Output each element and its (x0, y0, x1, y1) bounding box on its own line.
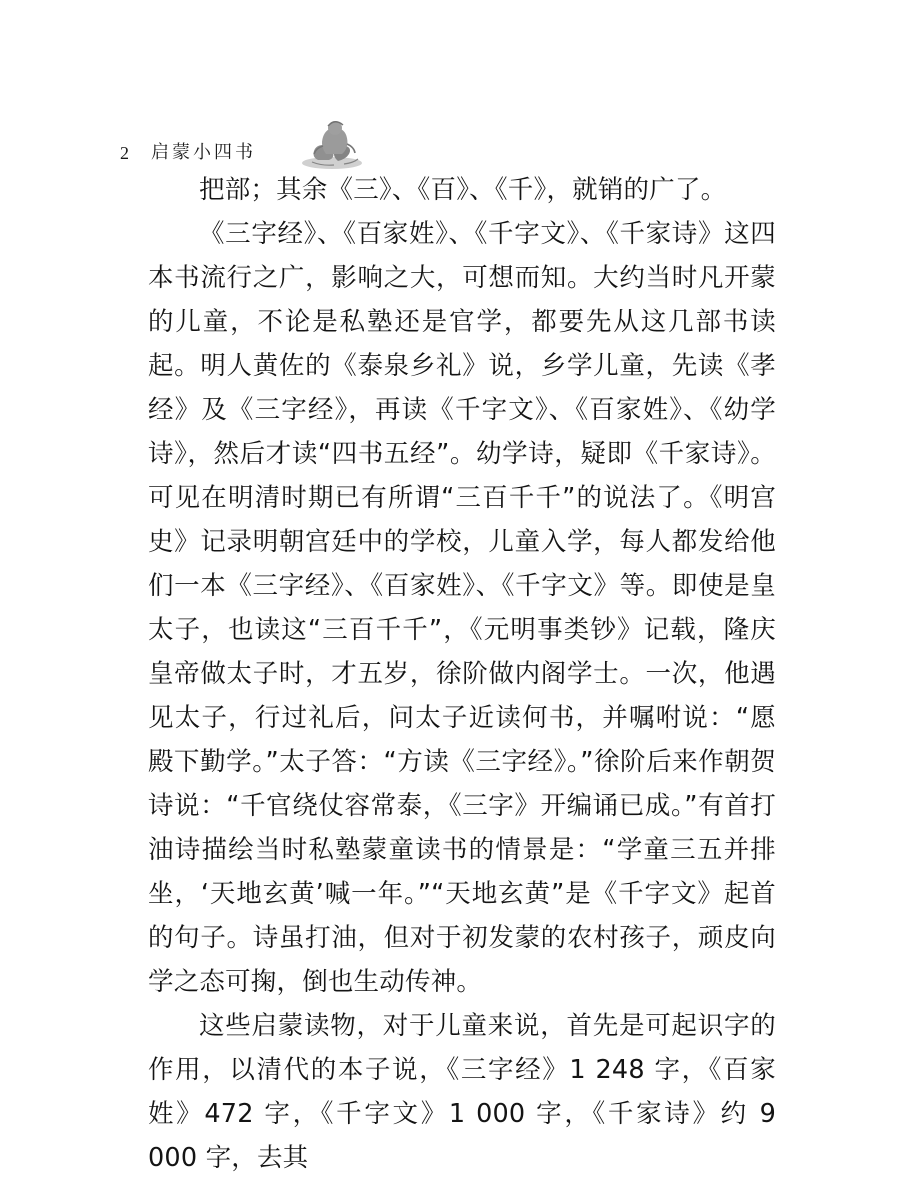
page-number: 2 (120, 143, 129, 163)
seated-figure-ornament-icon (282, 116, 382, 172)
page-header (120, 112, 800, 172)
paragraph: 把部；其余《三》、《百》、《千》，就销的广了。 (199, 175, 727, 205)
running-title: 启蒙小四书 (151, 142, 256, 163)
paragraph: 这些启蒙读物，对于儿童来说，首先是可起识字的作用，以清代的本子说，《三字经》1 248 字，《百家姓》472 字，《千字文》1 000 字，《千家诗》约 9 000 字，去其 (148, 1011, 776, 1173)
paragraph: 《三字经》、《百家姓》、《千字文》、《千家诗》这四本书流行之广，影响之大，可想而知。大约当时凡开蒙的儿童，不论是私塾还是官学，都要先从这几部书读起。明人黄佐的《泰泉乡礼》说，乡学儿童，先读《孝经》及《三字经》，再读《千字文》、《百家姓》、《幼学诗》，然后才读“四书五经”。幼学诗，疑即《千家诗》。可见在明清时期已有所谓“三百千千”的说法了。《明宫史》记录明朝宫廷中的学校，儿童入学，每人都发给他们一本《三字经》、《百家姓》、《千字文》等。即使是皇太子，也读这“三百千千”，《元明事类钞》记载，隆庆皇帝做太子时，才五岁，徐阶做内阁学士。一次，他遇见太子，行过礼后，问太子近读何书，并嘱咐说：“愿殿下勤学。”太子答：“方读《三字经》。”徐阶后来作朝贺诗说：“千官绕仗容常泰，《三字》开编诵已成。”有首打油诗描绘当时私塾蒙童读书的情景是：“学童三五并排坐，‘天地玄黄’喊一年。”“天地玄黄”是《千字文》起首的句子。诗虽打油，但对于初发蒙的农村孩子，顽皮向学之态可掬，倒也生动传神。 (148, 219, 776, 997)
body-text (148, 168, 776, 1180)
